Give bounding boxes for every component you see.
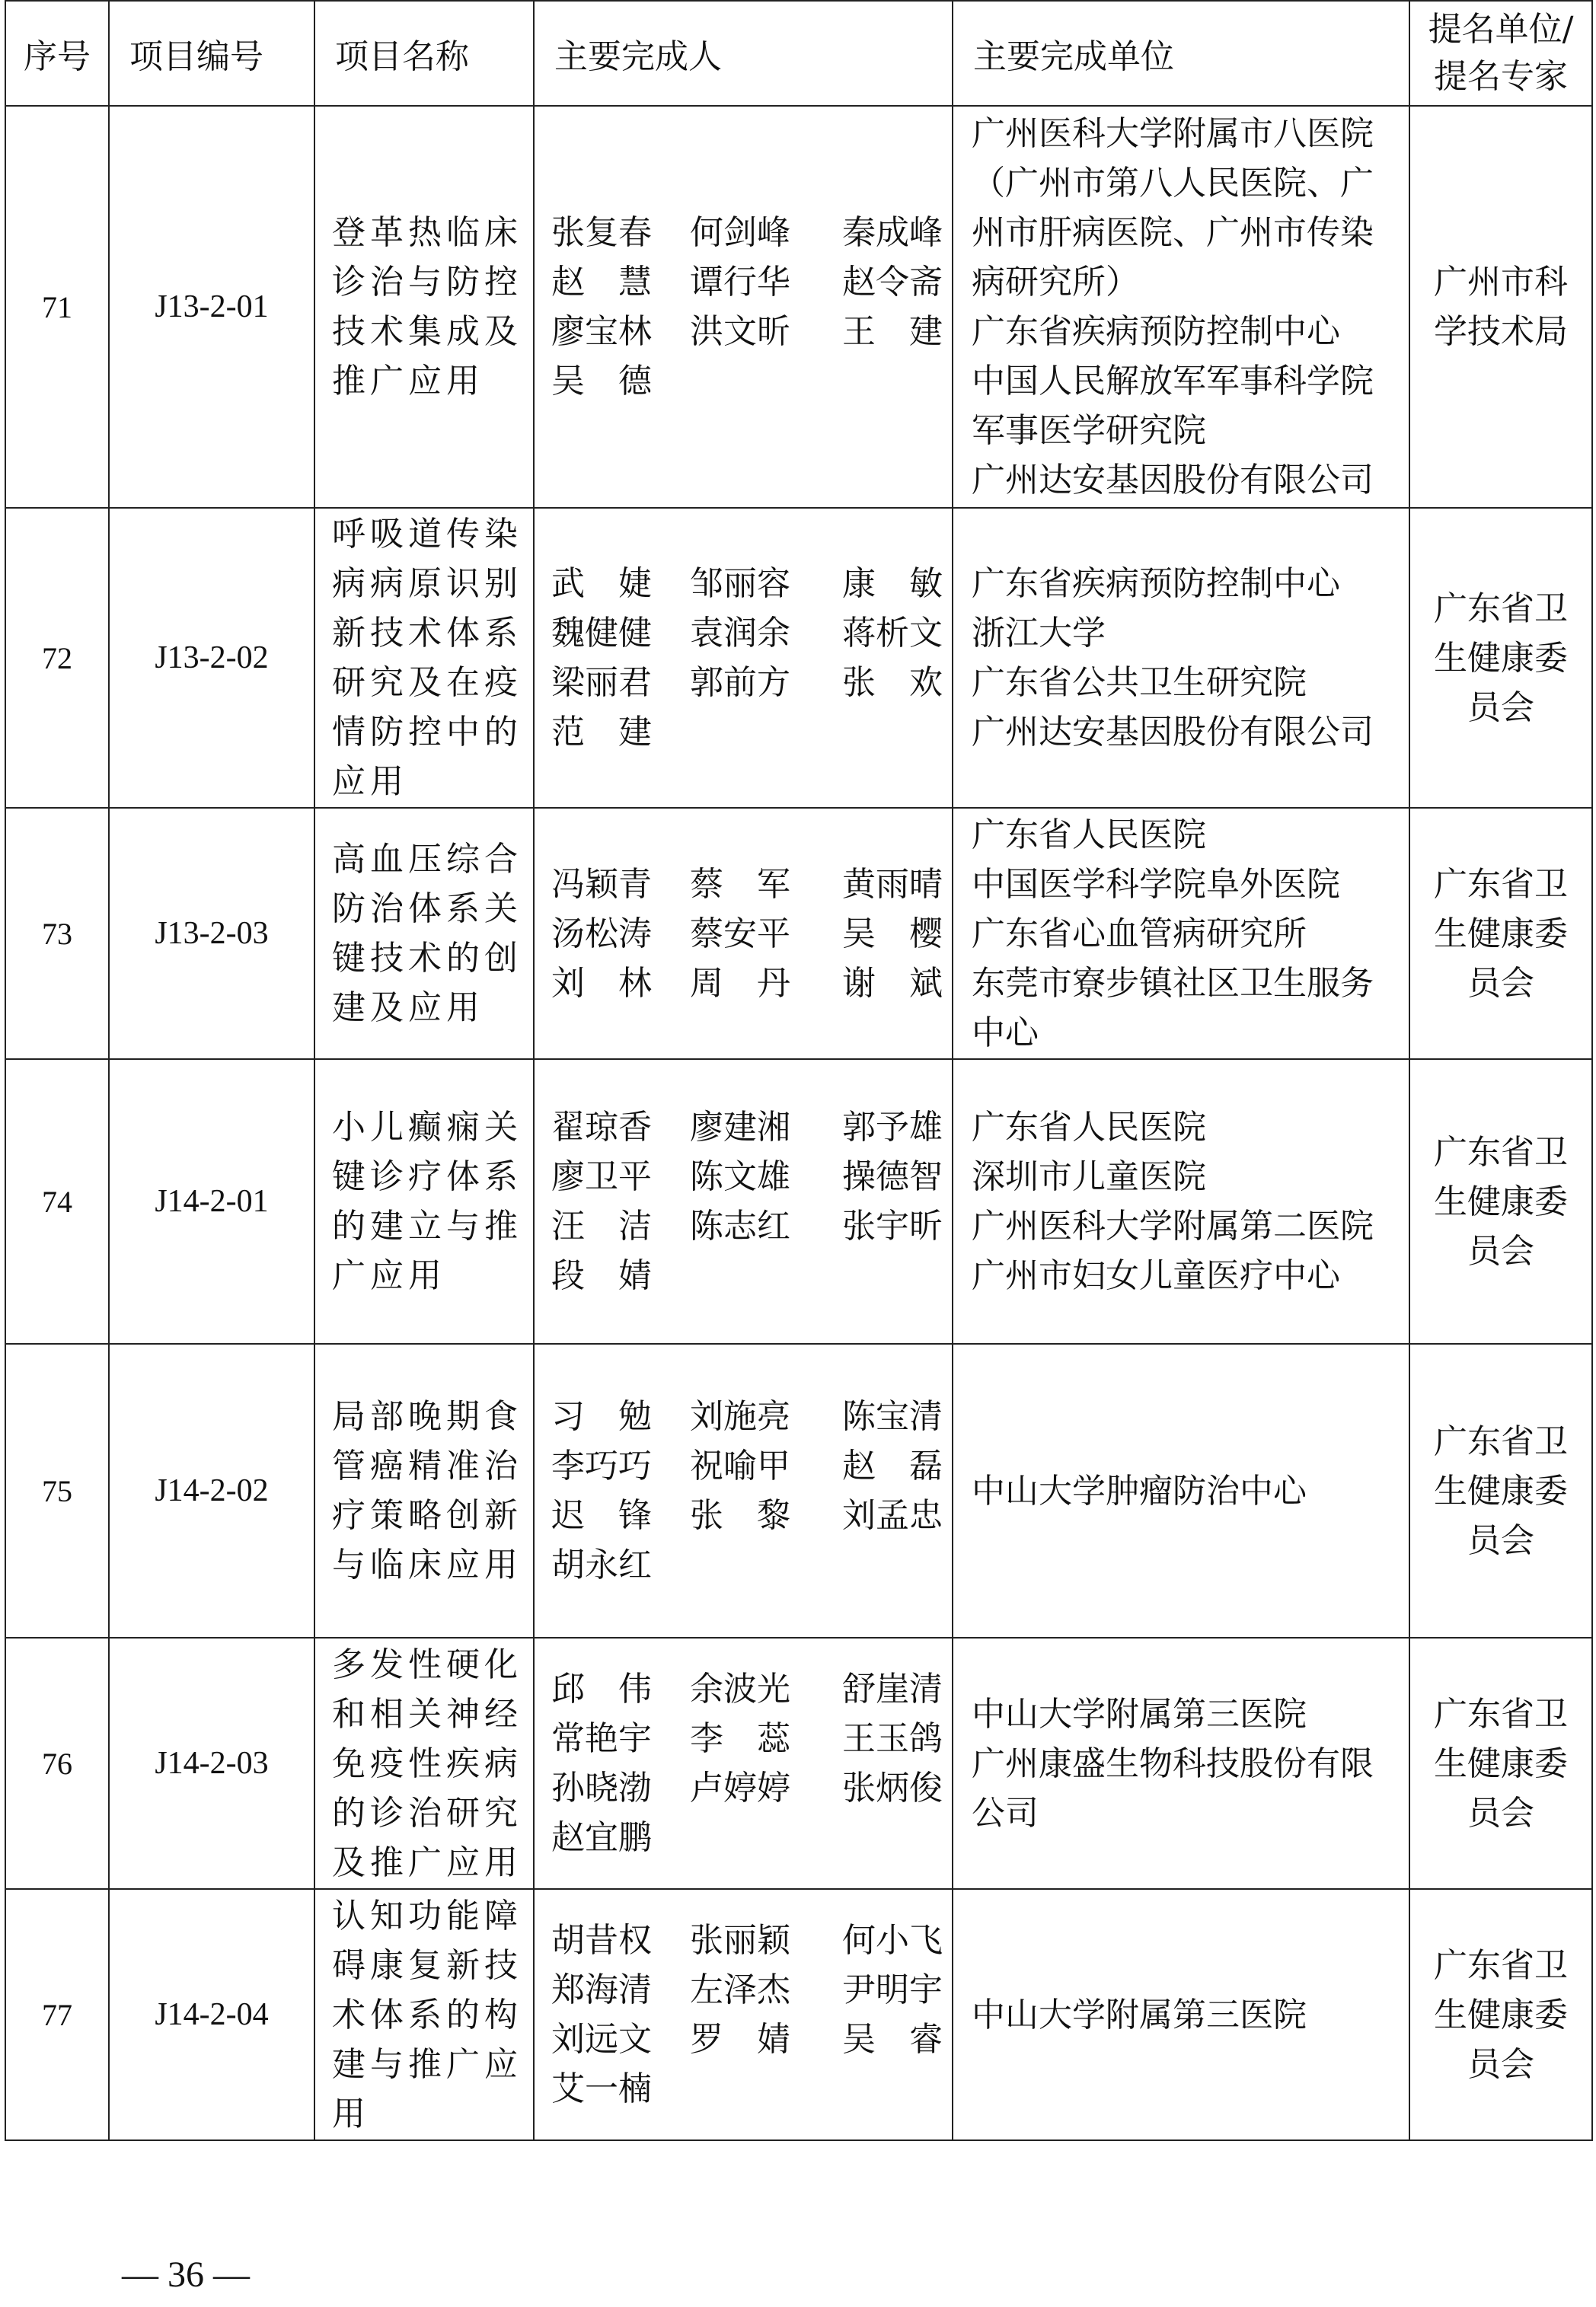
unit-line: 浙江大学 [972, 614, 1106, 653]
project-name-line: 新技术体系 [332, 614, 522, 653]
unit-line: 中心 [972, 1013, 1039, 1052]
unit-line: 广州达安基因股份有限公司 [972, 461, 1374, 499]
contributor-name: 谢 斌 [842, 963, 943, 1003]
contributor-grid [551, 1392, 952, 1590]
project-name-line: 和相关神经 [332, 1694, 522, 1734]
header-code: 项目编号 [109, 1, 314, 106]
project-name [314, 1638, 534, 1889]
nominator [1409, 808, 1592, 1059]
project-name [314, 106, 534, 508]
contributor-name: 陈志红 [690, 1207, 790, 1246]
nominator-line: 广州市科 [1434, 263, 1568, 302]
unit-line: 州市肝病医院、广州市传染 [972, 213, 1374, 252]
project-name-line: 的建立与推 [332, 1207, 522, 1246]
contributor-name: 何剑峰 [690, 213, 790, 252]
contributor-name: 陈文雄 [690, 1157, 790, 1196]
table-row [5, 1638, 1592, 1889]
project-name [314, 1059, 534, 1344]
contributor-grid [551, 860, 952, 1008]
main-units [953, 106, 1409, 508]
contributor-name: 操德智 [842, 1157, 943, 1196]
contributor-name: 吴 樱 [842, 914, 943, 953]
project-name [314, 808, 534, 1059]
contributor-name: 李 蕊 [690, 1719, 790, 1758]
header-people: 主要完成人 [534, 1, 953, 106]
contributor-name: 胡永红 [551, 1546, 652, 1584]
unit-line: 广东省人民医院 [972, 815, 1206, 854]
nominator-line: 广东省卫 [1434, 589, 1568, 628]
contributor-name: 张宇昕 [842, 1207, 943, 1246]
contributor-name: 张炳俊 [842, 1769, 943, 1808]
contributor-name: 周 丹 [690, 963, 790, 1003]
contributor-name: 郭予雄 [842, 1108, 943, 1147]
row-number: 77 [5, 1889, 109, 2140]
contributor-name: 廖建湘 [690, 1108, 790, 1147]
contributor-name: 郑海清 [551, 1970, 652, 2009]
project-name-line: 的诊治研究 [332, 1793, 522, 1833]
contributor-name: 刘施亮 [690, 1397, 790, 1436]
nominator-line: 员会 [1467, 688, 1534, 727]
contributor-name: 尹明宇 [842, 1970, 943, 2009]
row-number: 75 [5, 1344, 109, 1638]
project-name-line: 术体系的构 [332, 1995, 522, 2034]
nominator-line: 学技术局 [1434, 312, 1568, 351]
project-name-line: 碍康复新技 [332, 1945, 522, 1985]
nominator-line: 广东省卫 [1434, 1132, 1568, 1172]
contributor-name: 廖卫平 [551, 1157, 652, 1196]
main-units [953, 1889, 1409, 2140]
contributor-name: 谭行华 [690, 263, 790, 302]
contributor-grid [551, 1102, 952, 1300]
project-name-line: 疗策略创新 [332, 1496, 522, 1535]
unit-line: 广东省人民医院 [972, 1108, 1206, 1147]
header-nominator-line2: 提名专家 [1434, 57, 1568, 96]
row-number: 74 [5, 1059, 109, 1344]
main-contributors [534, 106, 953, 508]
contributor-name: 赵令斋 [842, 263, 943, 302]
nominator-line: 广东省卫 [1434, 1694, 1568, 1734]
project-name-line: 防治体系关 [332, 889, 522, 928]
contributor-name: 汤松涛 [551, 914, 652, 953]
row-number: 72 [5, 508, 109, 808]
contributor-name: 常艳宇 [551, 1719, 652, 1758]
main-contributors [534, 808, 953, 1059]
nominator-line: 生健康委 [1434, 914, 1568, 953]
nominator [1409, 1344, 1592, 1638]
contributor-name: 赵 磊 [842, 1447, 943, 1485]
contributor-name: 洪文昕 [690, 312, 790, 351]
header-no: 序号 [5, 1, 109, 106]
contributor-grid [551, 208, 952, 406]
project-name-line: 病病原识别 [332, 564, 522, 603]
project-name-line: 用 [332, 2094, 370, 2133]
project-name-line: 与临床应用 [332, 1546, 522, 1584]
nominator [1409, 106, 1592, 508]
contributor-name: 艾一楠 [551, 2069, 652, 2108]
project-code: J14-2-03 [109, 1638, 314, 1889]
project-name-line: 广应用 [332, 1256, 446, 1295]
nominator-line: 员会 [1467, 2044, 1534, 2084]
nominator-line: 生健康委 [1434, 1744, 1568, 1783]
contributor-name: 魏健健 [551, 614, 652, 653]
nominator-line: 员会 [1467, 1793, 1534, 1833]
row-number: 71 [5, 106, 109, 508]
nominator-line: 生健康委 [1434, 638, 1568, 678]
project-name-line: 管癌精准治 [332, 1447, 522, 1485]
header-nominator [1409, 1, 1592, 106]
project-name-line: 诊治与防控 [332, 263, 522, 302]
nominator-line: 广东省卫 [1434, 1422, 1568, 1461]
contributor-name: 康 敏 [842, 564, 943, 603]
row-number: 73 [5, 808, 109, 1059]
project-name-line: 多发性硬化 [332, 1645, 522, 1684]
table-header-row [5, 1, 1592, 106]
main-units [953, 808, 1409, 1059]
main-contributors [534, 1638, 953, 1889]
nominator [1409, 1638, 1592, 1889]
table-row [5, 106, 1592, 508]
main-units [953, 1059, 1409, 1344]
nominator [1409, 508, 1592, 808]
contributor-name: 赵宜鹏 [551, 1818, 652, 1857]
nominator [1409, 1059, 1592, 1344]
table-row [5, 1889, 1592, 2140]
project-name-line: 及推广应用 [332, 1843, 522, 1882]
unit-line: 中国人民解放军军事科学院 [972, 362, 1374, 400]
unit-line: 广东省疾病预防控制中心 [972, 564, 1340, 603]
project-name-line: 呼吸道传染 [332, 515, 522, 554]
unit-line: 广东省心血管病研究所 [972, 914, 1307, 953]
project-code: J14-2-04 [109, 1889, 314, 2140]
contributor-name: 梁丽君 [551, 663, 652, 702]
nominator-line: 员会 [1467, 1520, 1534, 1560]
main-units [953, 508, 1409, 808]
contributor-name: 迟 锋 [551, 1496, 652, 1535]
project-code: J14-2-01 [109, 1059, 314, 1344]
contributor-name: 祝喻甲 [690, 1447, 790, 1485]
header-units: 主要完成单位 [953, 1, 1409, 106]
contributor-name: 卢婷婷 [690, 1769, 790, 1808]
main-units [953, 1638, 1409, 1889]
main-contributors [534, 1059, 953, 1344]
unit-line: 东莞市寮步镇社区卫生服务 [972, 963, 1374, 1003]
main-contributors [534, 1889, 953, 2140]
unit-line: 中山大学附属第三医院 [972, 1995, 1307, 2034]
contributor-name: 习 勉 [551, 1397, 652, 1436]
contributor-name: 余波光 [690, 1670, 790, 1709]
unit-line: 广州医科大学附属市八医院 [972, 114, 1374, 153]
contributor-name: 武 婕 [551, 564, 652, 603]
unit-line: （广州市第八人民医院、广 [972, 164, 1374, 203]
table-row [5, 808, 1592, 1059]
contributor-name: 赵 慧 [551, 263, 652, 302]
nominator-line: 员会 [1467, 1231, 1534, 1271]
unit-line: 广州达安基因股份有限公司 [972, 713, 1374, 751]
contributor-name: 左泽杰 [690, 1970, 790, 2009]
contributor-name: 刘远文 [551, 2020, 652, 2059]
project-name [314, 1344, 534, 1638]
nominator-line: 广东省卫 [1434, 864, 1568, 904]
contributor-name: 吴 睿 [842, 2020, 943, 2059]
contributor-name: 何小飞 [842, 1921, 943, 1960]
contributor-name: 蒋析文 [842, 614, 943, 653]
contributor-grid [551, 1916, 952, 2114]
contributor-name: 邱 伟 [551, 1670, 652, 1709]
table-row [5, 1344, 1592, 1638]
contributor-name: 蔡 军 [690, 864, 790, 904]
unit-line: 公司 [972, 1793, 1039, 1833]
award-table [5, 0, 1593, 2141]
contributor-name: 罗 婧 [690, 2020, 790, 2059]
project-name-line: 应用 [332, 762, 408, 801]
main-units [953, 1344, 1409, 1638]
project-name-line: 推广应用 [332, 362, 484, 400]
contributor-name: 王玉鸽 [842, 1719, 943, 1758]
nominator-line: 员会 [1467, 963, 1534, 1003]
project-name [314, 508, 534, 808]
contributor-name: 廖宝林 [551, 312, 652, 351]
unit-line: 深圳市儿童医院 [972, 1157, 1206, 1196]
nominator-line: 生健康委 [1434, 1182, 1568, 1221]
contributor-name: 孙晓渤 [551, 1769, 652, 1808]
contributor-name: 邹丽容 [690, 564, 790, 603]
contributor-name: 范 建 [551, 713, 652, 751]
contributor-name: 段 婧 [551, 1256, 652, 1295]
project-name-line: 研究及在疫 [332, 663, 522, 702]
unit-line: 广州市妇女儿童医疗中心 [972, 1256, 1340, 1295]
contributor-name: 刘孟忠 [842, 1496, 943, 1535]
project-name-line: 技术集成及 [332, 312, 522, 351]
contributor-name: 袁润余 [690, 614, 790, 653]
contributor-name: 郭前方 [690, 663, 790, 702]
contributor-name: 张丽颖 [690, 1921, 790, 1960]
contributor-name: 张 黎 [690, 1496, 790, 1535]
project-code: J13-2-02 [109, 508, 314, 808]
project-name-line: 登革热临床 [332, 213, 522, 252]
unit-line: 中山大学附属第三医院 [972, 1694, 1307, 1734]
unit-line: 广东省疾病预防控制中心 [972, 312, 1340, 351]
contributor-name: 陈宝清 [842, 1397, 943, 1436]
contributor-name: 胡昔权 [551, 1921, 652, 1960]
contributor-name: 秦成峰 [842, 213, 943, 252]
project-name-line: 认知功能障 [332, 1896, 522, 1935]
project-name-line: 小儿癫痫关 [332, 1108, 522, 1147]
project-name-line: 建与推广应 [332, 2044, 522, 2084]
contributor-name: 黄雨晴 [842, 864, 943, 904]
project-name-line: 建及应用 [332, 988, 484, 1027]
project-name [314, 1889, 534, 2140]
contributor-name: 王 建 [842, 312, 943, 351]
contributor-name: 舒崖清 [842, 1670, 943, 1709]
project-name-line: 键诊疗体系 [332, 1157, 522, 1196]
unit-line: 军事医学研究院 [972, 411, 1206, 450]
nominator-line: 广东省卫 [1434, 1945, 1568, 1985]
table-row [5, 508, 1592, 808]
unit-line: 病研究所） [972, 263, 1139, 302]
contributor-name: 吴 德 [551, 362, 652, 400]
project-code: J14-2-02 [109, 1344, 314, 1638]
project-code: J13-2-01 [109, 106, 314, 508]
contributor-name: 张 欢 [842, 663, 943, 702]
contributor-grid [551, 1664, 952, 1862]
main-contributors [534, 508, 953, 808]
nominator-line: 生健康委 [1434, 1471, 1568, 1511]
table-row [5, 1059, 1592, 1344]
project-name-line: 高血压综合 [332, 840, 522, 879]
main-contributors [534, 1344, 953, 1638]
contributor-name: 刘 林 [551, 963, 652, 1003]
contributor-name: 翟琼香 [551, 1108, 652, 1147]
header-name: 项目名称 [314, 1, 534, 106]
project-name-line: 局部晚期食 [332, 1397, 522, 1436]
unit-line: 中山大学肿瘤防治中心 [972, 1471, 1307, 1511]
contributor-name: 蔡安平 [690, 914, 790, 953]
project-name-line: 键技术的创 [332, 939, 522, 978]
header-nominator-line1: 提名单位/ [1428, 10, 1574, 49]
unit-line: 广州医科大学附属第二医院 [972, 1207, 1374, 1246]
contributor-name: 张复春 [551, 213, 652, 252]
contributor-name: 李巧巧 [551, 1447, 652, 1485]
unit-line: 广东省公共卫生研究院 [972, 663, 1307, 702]
contributor-grid [551, 559, 952, 757]
unit-line: 中国医学科学院阜外医院 [972, 864, 1340, 904]
contributor-name: 冯颖青 [551, 864, 652, 904]
nominator [1409, 1889, 1592, 2140]
page-number: — 36 — [122, 2254, 250, 2295]
nominator-line: 生健康委 [1434, 1995, 1568, 2034]
unit-line: 广州康盛生物科技股份有限 [972, 1744, 1374, 1783]
row-number: 76 [5, 1638, 109, 1889]
project-name-line: 情防控中的 [332, 713, 522, 751]
project-code: J13-2-03 [109, 808, 314, 1059]
project-name-line: 免疫性疾病 [332, 1744, 522, 1783]
contributor-name: 汪 洁 [551, 1207, 652, 1246]
